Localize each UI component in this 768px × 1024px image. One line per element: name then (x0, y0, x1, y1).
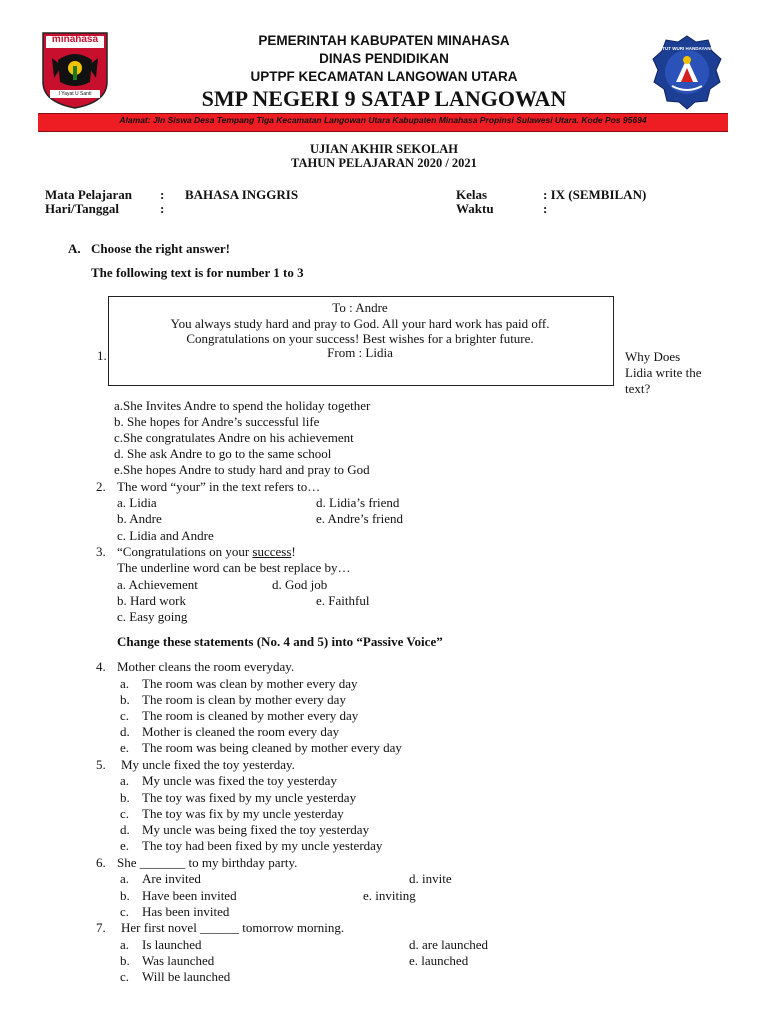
q2-option-d: d. Lidia’s friend (316, 495, 400, 510)
q3-underlined-word: success (252, 544, 292, 559)
q4-option-a-letter: a. (120, 676, 130, 691)
class-label: Kelas (456, 187, 488, 202)
q5-option-e: The toy had been fixed by my uncle yesterday (142, 838, 383, 853)
q4-number: 4. (96, 659, 106, 674)
q7-option-a: Is launched (142, 937, 202, 952)
q7-option-a-letter: a. (120, 937, 130, 952)
q7-option-b: Was launched (142, 953, 215, 968)
q3-option-c: c. Easy going (117, 609, 188, 624)
q5-option-b-letter: b. (120, 790, 130, 805)
minahasa-logo-motto: I Yayat U Santi (58, 91, 92, 97)
q1-question-line-3: text? (625, 381, 651, 396)
q4-option-d-letter: d. (120, 724, 130, 739)
q5-option-d: My uncle was being fixed the toy yesterday (142, 822, 370, 837)
q6-option-a: Are invited (142, 871, 201, 886)
card-to: To : Andre (332, 300, 388, 315)
q7-option-e: e. launched (409, 953, 469, 968)
q6-option-e: e. inviting (363, 888, 416, 903)
q4-option-e: The room was being cleaned by mother every day (142, 740, 402, 755)
q1-option-b: b. She hopes for Andre’s successful life (114, 414, 320, 429)
card-from: From : Lidia (327, 345, 393, 360)
exam-year: TAHUN PELAJARAN 2020 / 2021 (291, 156, 477, 170)
q1-number: 1. (97, 348, 107, 363)
q4-option-c: The room is cleaned by mother every day (142, 708, 359, 723)
q7-question: Her first novel ______ tomorrow morning. (121, 920, 345, 935)
section-label: A. (68, 241, 81, 256)
q5-option-a-letter: a. (120, 773, 130, 788)
subject-value: BAHASA INGGRIS (185, 187, 299, 202)
q3-number: 3. (96, 544, 106, 559)
q4-option-d: Mother is cleaned the room every day (142, 724, 340, 739)
exam-title: UJIAN AKHIR SEKOLAH (310, 142, 458, 156)
q7-option-b-letter: b. (120, 953, 130, 968)
q4-option-b: The room is clean by mother every day (142, 692, 346, 707)
card-line-2: Congratulations on your success! Best wishes for a brighter future. (186, 331, 534, 346)
q3-option-a: a. Achievement (117, 577, 198, 592)
q5-option-c: The toy was fix by my uncle yesterday (142, 806, 344, 821)
q6-option-d: d. invite (409, 871, 452, 886)
school-name: SMP NEGERI 9 SATAP LANGOWAN (201, 86, 567, 111)
q2-option-e: e. Andre’s friend (316, 511, 404, 526)
q6-option-b-letter: b. (120, 888, 130, 903)
passive-voice-heading: Change these statements (No. 4 and 5) into “Passive Voice” (117, 634, 443, 649)
day-colon: : (160, 201, 165, 216)
subject-colon: : (160, 187, 165, 202)
q2-option-c: c. Lidia and Andre (117, 528, 214, 543)
q2-question: The word “your” in the text refers to… (117, 479, 321, 494)
q6-option-c: Has been invited (142, 904, 230, 919)
header-line-2: DINAS PENDIDIKAN (319, 51, 449, 66)
card-line-1: You always study hard and pray to God. All your hard work has paid off. (170, 316, 550, 331)
q5-option-b: The toy was fixed by my uncle yesterday (142, 790, 357, 805)
time-colon: : (543, 201, 548, 216)
q5-option-d-letter: d. (120, 822, 130, 837)
address-text: Alamat: Jln Siswa Desa Tempang Tiga Kecamatan Langowan Utara Kabupaten Minahasa Propinsi Sulawesi Utara. Kode Pos 95694 (119, 115, 647, 125)
q3-question (117, 544, 296, 560)
q1-question-line-2: Lidia write the (625, 365, 702, 380)
q7-number: 7. (96, 920, 106, 935)
q1-question-line-1: Why Does (625, 349, 681, 364)
q2-number: 2. (96, 479, 106, 494)
passage-intro: The following text is for number 1 to 3 (91, 265, 304, 280)
q7-option-d: d. are launched (409, 937, 489, 952)
q4-question: Mother cleans the room everyday. (117, 659, 295, 674)
q3-option-e: e. Faithful (316, 593, 370, 608)
q4-option-a: The room was clean by mother every day (142, 676, 358, 691)
q2-option-a: a. Lidia (117, 495, 157, 510)
q7-option-c-letter: c. (120, 969, 130, 984)
q4-option-e-letter: e. (120, 740, 130, 755)
q5-option-e-letter: e. (120, 838, 130, 853)
header-line-1: PEMERINTAH KABUPATEN MINAHASA (258, 33, 510, 48)
q5-option-a: My uncle was fixed the toy yesterday (142, 773, 337, 788)
q6-option-a-letter: a. (120, 871, 130, 886)
section-heading: Choose the right answer! (91, 241, 231, 256)
class-value: : IX (SEMBILAN) (543, 187, 647, 202)
q1-option-c: c.She congratulates Andre on his achievement (114, 430, 354, 445)
q3-question-2: The underline word can be best replace by… (117, 560, 351, 575)
q4-option-c-letter: c. (120, 708, 130, 723)
q1-option-e: e.She hopes Andre to study hard and pray to God (114, 462, 370, 477)
subject-label: Mata Pelajaran (45, 187, 133, 202)
header-line-3: UPTPF KECAMATAN LANGOWAN UTARA (250, 69, 518, 84)
q6-option-b: Have been invited (142, 888, 237, 903)
time-label: Waktu (456, 201, 494, 216)
q4-option-b-letter: b. (120, 692, 130, 707)
q3-option-b: b. Hard work (117, 593, 186, 608)
q3-question-post: ! (291, 544, 296, 559)
minahasa-logo-text: minahasa (51, 34, 99, 45)
q6-option-c-letter: c. (120, 904, 130, 919)
day-label: Hari/Tanggal (45, 201, 119, 216)
q1-option-d: d. She ask Andre to go to the same school (114, 446, 332, 461)
q7-option-c: Will be launched (142, 969, 231, 984)
q2-option-b: b. Andre (117, 511, 162, 526)
q3-question-pre: “Congratulations on your (117, 544, 253, 559)
q6-question: She _______ to my birthday party. (117, 855, 298, 870)
tut-wuri-logo-text: TUT WURI HANDAYANI (662, 46, 712, 51)
q6-number: 6. (96, 855, 106, 870)
q5-option-c-letter: c. (120, 806, 130, 821)
q3-option-d: d. God job (272, 577, 328, 592)
q1-option-a: a.She Invites Andre to spend the holiday together (114, 398, 371, 413)
q5-question: My uncle fixed the toy yesterday. (121, 757, 295, 772)
q5-number: 5. (96, 757, 106, 772)
